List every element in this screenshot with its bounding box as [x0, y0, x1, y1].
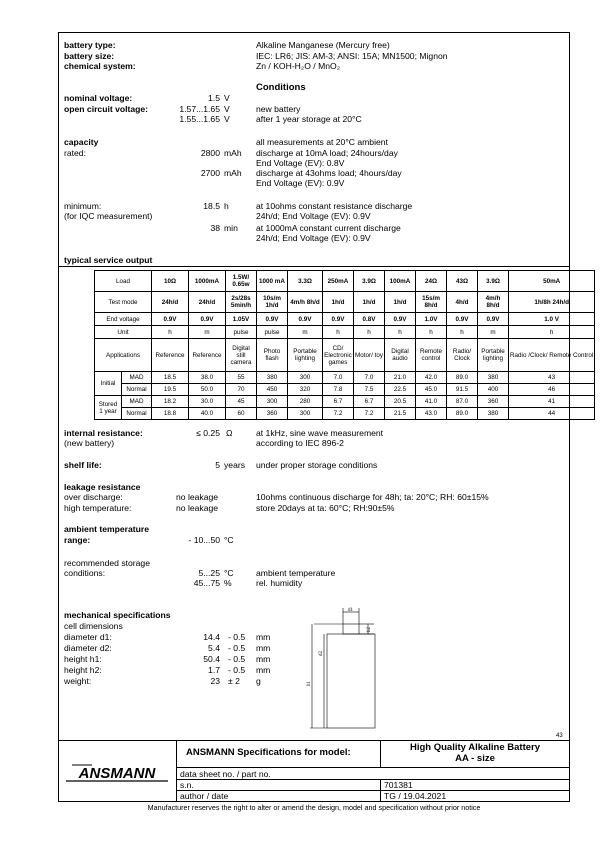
initial-value: 22.5: [385, 384, 416, 396]
conditions-title: Conditions: [256, 82, 306, 93]
stored-value: 280: [288, 396, 323, 408]
storage-value-1: 5...25: [198, 568, 220, 578]
storage-comment-1: ambient temperature: [256, 568, 336, 578]
storage-comment-2: rel. humidity: [256, 578, 303, 588]
table-row: [95, 326, 595, 339]
rated-comment-2a: discharge at 43ohms load; 4hours/day: [256, 168, 402, 178]
table-row: [95, 292, 595, 313]
load-cell: 43Ω: [447, 271, 478, 292]
initial-value: 42.0: [416, 372, 447, 384]
author-label: author / date: [180, 791, 229, 801]
application-cell: Motor/ toy: [354, 339, 385, 372]
initial-value: 55: [226, 372, 257, 384]
stored-value: 300: [257, 396, 288, 408]
shelf-life-value: 5: [215, 460, 220, 470]
end-voltage-cell: 0.9V: [385, 313, 416, 326]
mech-tolerance: - 0.5: [228, 643, 246, 653]
unit-cell: h: [509, 326, 595, 339]
min-value-1: 18.5: [203, 201, 220, 211]
table-row: [95, 384, 595, 396]
unit-cell: m: [288, 326, 323, 339]
load-cell: 1.5W/ 0.65w: [226, 271, 257, 292]
svg-text:ANSMANN: ANSMANN: [78, 765, 156, 782]
initial-value: 38.0: [189, 372, 226, 384]
unit-cell: m: [478, 326, 509, 339]
initial-value: 7.0: [354, 372, 385, 384]
end-voltage-cell: 0.9V: [152, 313, 189, 326]
iqc-label: (for IQC measurement): [64, 211, 153, 221]
stored-value: 20.5: [385, 396, 416, 408]
capacity-note: all measurements at 20°C ambient: [256, 137, 388, 147]
leakage-label-2: high temperature:: [64, 503, 132, 513]
test-mode-label: Test mode: [95, 292, 152, 313]
initial-value: 21.0: [385, 372, 416, 384]
author-value: TG / 19.04.2021: [384, 791, 447, 801]
mech-label: height h1:: [64, 654, 102, 664]
model-name-2: AA - size: [455, 753, 495, 764]
rated-unit-2: mAh: [224, 168, 242, 178]
stored-value: 300: [288, 408, 323, 420]
page-number: 43: [556, 733, 563, 739]
min-unit-2: min: [224, 223, 238, 233]
sn-value: 701381: [384, 780, 413, 790]
cell-dimension-drawing: [296, 604, 386, 730]
initial-value: 320: [288, 384, 323, 396]
shelf-life-unit: years: [224, 460, 246, 470]
row-type-label: MAD: [122, 396, 152, 408]
rated-value-1: 2800: [200, 148, 220, 158]
unit-label: Unit: [95, 326, 152, 339]
end-voltage-cell: 0.9V: [323, 313, 354, 326]
stored-value: 6.7: [323, 396, 354, 408]
nominal-voltage-unit: V: [224, 93, 230, 103]
initial-value: 91.5: [447, 384, 478, 396]
unit-cell: h: [323, 326, 354, 339]
load-cell: 1000 mA: [257, 271, 288, 292]
ambient-title-1: ambient temperature: [64, 524, 150, 534]
mech-unit: g: [256, 676, 261, 686]
min-value-2: 38: [210, 223, 220, 233]
datasheet-label: data sheet no. / part no.: [180, 769, 271, 779]
cell-terminal-outline: [343, 624, 359, 634]
unit-cell: pulse: [257, 326, 288, 339]
service-output-title: typical service output: [64, 255, 153, 265]
stored-value: 41: [509, 396, 595, 408]
initial-value: 450: [257, 384, 288, 396]
min-comment-2b: 24h/d; End Voltage (EV): 0.9V: [256, 233, 371, 243]
cell-body-outline: [327, 634, 375, 728]
mech-value: 1.7: [208, 665, 220, 675]
stored-value: 41.0: [416, 396, 447, 408]
stored-value: 87.0: [447, 396, 478, 408]
rated-value-2: 2700: [200, 168, 220, 178]
initial-value: 89.0: [447, 372, 478, 384]
chemical-system-value: Zn / KOH-H₂O / MnO₂: [256, 61, 341, 71]
stored-value: 18.2: [152, 396, 189, 408]
h2-label: h2: [367, 627, 372, 632]
spec-label: ANSMANN Specifications for model:: [186, 747, 351, 758]
mech-label: weight:: [64, 676, 92, 686]
application-cell: Reference: [152, 339, 189, 372]
row-type-label: Normal: [122, 408, 152, 420]
storage-unit-2: %: [224, 578, 232, 588]
stored-value: 7.2: [323, 408, 354, 420]
table-row: [95, 396, 595, 408]
load-cell: 3.9Ω: [354, 271, 385, 292]
internal-resistance-comment-2: according to IEC 896-2: [256, 438, 344, 448]
table-row: [95, 313, 595, 326]
mech-label: diameter d1:: [64, 632, 112, 642]
mech-label: diameter d2:: [64, 643, 112, 653]
stored-group: [95, 396, 122, 420]
d1-label: d1: [348, 608, 353, 613]
min-comment-1a: at 10ohms constant resistance discharge: [256, 201, 413, 211]
storage-unit-1: °C: [224, 568, 234, 578]
row-type-label: MAD: [122, 372, 152, 384]
initial-value: 46: [509, 384, 595, 396]
table-row: [95, 372, 595, 384]
end-voltage-cell: 1.0V: [416, 313, 447, 326]
storage-label-2: conditions:: [64, 568, 106, 578]
initial-value: 43: [509, 372, 595, 384]
internal-resistance-sub: (new battery): [64, 438, 115, 448]
leakage-value-1: no leakage: [176, 492, 219, 502]
initial-value: 300: [288, 372, 323, 384]
unit-cell: m: [189, 326, 226, 339]
stored-value: 89.0: [447, 408, 478, 420]
application-cell: Digital still camera: [226, 339, 257, 372]
application-cell: Portable lighting: [288, 339, 323, 372]
rated-label: rated:: [64, 148, 86, 158]
initial-value: 50.0: [189, 384, 226, 396]
stored-value: 6.7: [354, 396, 385, 408]
stored-value: 380: [478, 408, 509, 420]
capacity-label: capacity: [64, 137, 99, 147]
end-voltage-cell: 0.9V: [257, 313, 288, 326]
load-cell: 250mA: [323, 271, 354, 292]
table-row: [95, 271, 595, 292]
stored-value: 18.8: [152, 408, 189, 420]
test-mode-cell: 24h/d: [152, 292, 189, 313]
leakage-title: leakage resistance: [64, 482, 141, 492]
mech-value: 14.4: [203, 632, 220, 642]
mech-tolerance: - 0.5: [228, 665, 246, 675]
min-unit-1: h: [224, 201, 229, 211]
unit-cell: h: [354, 326, 385, 339]
rated-comment-1a: discharge at 10mA load; 24hours/day: [256, 148, 398, 158]
load-cell: 24Ω: [416, 271, 447, 292]
leakage-value-2: no leakage: [176, 503, 219, 513]
test-mode-cell: 24h/d: [189, 292, 226, 313]
ocv-unit-1: V: [224, 104, 230, 114]
load-cell: 1000mA: [189, 271, 226, 292]
mech-unit: mm: [256, 665, 271, 675]
leakage-comment-1: 10ohms continuous discharge for 48h; ta: 20°C; RH: 60±15%: [256, 492, 489, 502]
ambient-title-2: range:: [64, 535, 91, 545]
mech-unit: mm: [256, 643, 271, 653]
group-label: Initial: [100, 380, 116, 387]
mech-tolerance: - 0.5: [228, 632, 246, 642]
section-divider: [58, 266, 570, 267]
mech-value: 5.4: [208, 643, 220, 653]
initial-value: 45.0: [416, 384, 447, 396]
mechanical-title: mechanical specifications: [64, 610, 171, 620]
end-voltage-cell: 1.0 V: [509, 313, 595, 326]
mech-value: 23: [210, 676, 220, 686]
service-output-table: [94, 270, 595, 420]
nominal-voltage-label: nominal voltage:: [64, 93, 133, 103]
end-voltage-cell: 0.9V: [478, 313, 509, 326]
shelf-life-label: shelf life:: [64, 460, 102, 470]
application-label: Applications: [95, 339, 152, 372]
rated-comment-2b: End Voltage (EV): 0.9V: [256, 178, 345, 188]
initial-value: 70: [226, 384, 257, 396]
test-mode-cell: 1h/d: [354, 292, 385, 313]
stored-value: 30.0: [189, 396, 226, 408]
storage-value-2: 45...75: [193, 578, 220, 588]
mech-label: height h2:: [64, 665, 102, 675]
initial-group: [95, 372, 122, 396]
min-comment-1b: 24h/d; End Voltage (EV): 0.9V: [256, 211, 371, 221]
load-cell: 3.9Ω: [478, 271, 509, 292]
mech-unit: mm: [256, 654, 271, 664]
initial-value: 7.5: [354, 384, 385, 396]
d2-label: d2: [319, 651, 324, 656]
load-cell: 10Ω: [152, 271, 189, 292]
end-voltage-cell: 0.9V: [288, 313, 323, 326]
group-label: Stored: [98, 400, 118, 408]
mech-unit: mm: [256, 632, 271, 642]
disclaimer: Manufacturer reserves the right to alter or amend the design, model and specification without prior notice: [147, 803, 481, 812]
ocv-label: open circuit voltage:: [64, 104, 149, 114]
application-cell: Portable lighting: [478, 339, 509, 372]
end-voltage-label: End voltage: [95, 313, 152, 326]
stored-value: 44: [509, 408, 595, 420]
initial-value: 7.8: [323, 384, 354, 396]
stored-value: 360: [478, 396, 509, 408]
ocv-comment-2: after 1 year storage at 20°C: [256, 114, 362, 124]
test-mode-cell: 10s/m 1h/d: [257, 292, 288, 313]
rated-comment-1b: End Voltage (EV): 0.8V: [256, 158, 345, 168]
stored-value: 45: [226, 396, 257, 408]
ocv-value-1: 1.57...1.65: [179, 104, 220, 114]
load-cell: 50mA: [509, 271, 595, 292]
test-mode-cell: 15s/m 8h/d: [416, 292, 447, 313]
shelf-life-comment: under proper storage conditions: [256, 460, 378, 470]
load-cell: 3.3Ω: [288, 271, 323, 292]
mech-value: 50.4: [203, 654, 220, 664]
minimum-label: minimum:: [64, 201, 102, 211]
test-mode-cell: 4h/d: [447, 292, 478, 313]
application-cell: Reference: [189, 339, 226, 372]
stored-value: 60: [226, 408, 257, 420]
leakage-comment-2: store 20days at ta: 60°C; RH:90±5%: [256, 503, 395, 513]
mech-tolerance: ± 2: [228, 676, 240, 686]
mechanical-sub: cell dimensions: [64, 621, 123, 631]
ambient-unit: °C: [224, 535, 234, 545]
stored-value: 43.0: [416, 408, 447, 420]
stored-value: 40.0: [189, 408, 226, 420]
application-cell: Radio /Clock/ Remote Control: [509, 339, 595, 372]
initial-value: 380: [478, 372, 509, 384]
mech-tolerance: - 0.5: [228, 654, 246, 664]
test-mode-cell: 2s/28s 5min/h: [226, 292, 257, 313]
test-mode-cell: 4m/h 8h/d: [478, 292, 509, 313]
model-name-1: High Quality Alkaline Battery: [409, 742, 541, 753]
unit-cell: h: [447, 326, 478, 339]
group-label: 1 year: [99, 407, 117, 415]
end-voltage-cell: 0.9V: [189, 313, 226, 326]
table-row: [95, 339, 595, 372]
unit-cell: pulse: [226, 326, 257, 339]
sn-label: s.n.: [180, 780, 194, 790]
initial-value: 380: [257, 372, 288, 384]
application-cell: Radio/ Clock: [447, 339, 478, 372]
end-voltage-cell: 0.9V: [447, 313, 478, 326]
ocv-comment-1: new battery: [256, 104, 301, 114]
internal-resistance-label: internal resistance:: [64, 428, 143, 438]
test-mode-cell: 1h/d: [323, 292, 354, 313]
battery-type-value: Alkaline Manganese (Mercury free): [256, 40, 390, 50]
row-type-label: Normal: [122, 384, 152, 396]
battery-size-label: battery size:: [64, 51, 115, 61]
internal-resistance-unit: Ω: [226, 428, 233, 438]
stored-value: 7.2: [354, 408, 385, 420]
ansmann-logo: [64, 761, 170, 783]
test-mode-cell: 1h/d: [385, 292, 416, 313]
leakage-label-1: over discharge:: [64, 492, 123, 502]
initial-value: 19.5: [152, 384, 189, 396]
unit-cell: h: [152, 326, 189, 339]
ambient-value: - 10...50: [188, 535, 220, 545]
stored-value: 21.5: [385, 408, 416, 420]
load-cell: 100mA: [385, 271, 416, 292]
unit-cell: h: [416, 326, 447, 339]
h1-label: h1: [307, 681, 312, 686]
load-label: Load: [95, 271, 152, 292]
test-mode-cell: 1h/8h 24h/d: [509, 292, 595, 313]
internal-resistance-value: ≤ 0.25: [196, 428, 220, 438]
min-comment-2a: at 1000mA constant current discharge: [256, 223, 401, 233]
application-cell: CD/ Electronic games: [323, 339, 354, 372]
ocv-unit-2: V: [224, 114, 230, 124]
stored-value: 360: [257, 408, 288, 420]
battery-size-value: IEC: LR6; JIS: AM-3; ANSI: 15A; MN1500; Mignon: [256, 51, 448, 61]
chemical-system-label: chemical system:: [64, 61, 136, 71]
initial-value: 400: [478, 384, 509, 396]
test-mode-cell: 4m/h 8h/d: [288, 292, 323, 313]
ocv-value-2: 1.55...1.65: [179, 114, 220, 124]
storage-label-1: recommended storage: [64, 558, 150, 568]
application-cell: Digital audio: [385, 339, 416, 372]
nominal-voltage-value: 1.5: [208, 93, 220, 103]
end-voltage-cell: 0.8V: [354, 313, 385, 326]
application-cell: Photo flash: [257, 339, 288, 372]
battery-type-label: battery type:: [64, 40, 116, 50]
application-cell: Remote control: [416, 339, 447, 372]
initial-value: 7.0: [323, 372, 354, 384]
rated-unit-1: mAh: [224, 148, 242, 158]
end-voltage-cell: 1.05V: [226, 313, 257, 326]
initial-value: 18.5: [152, 372, 189, 384]
unit-cell: h: [385, 326, 416, 339]
table-row: [95, 408, 595, 420]
internal-resistance-comment-1: at 1kHz, sine wave measurement: [256, 428, 384, 438]
